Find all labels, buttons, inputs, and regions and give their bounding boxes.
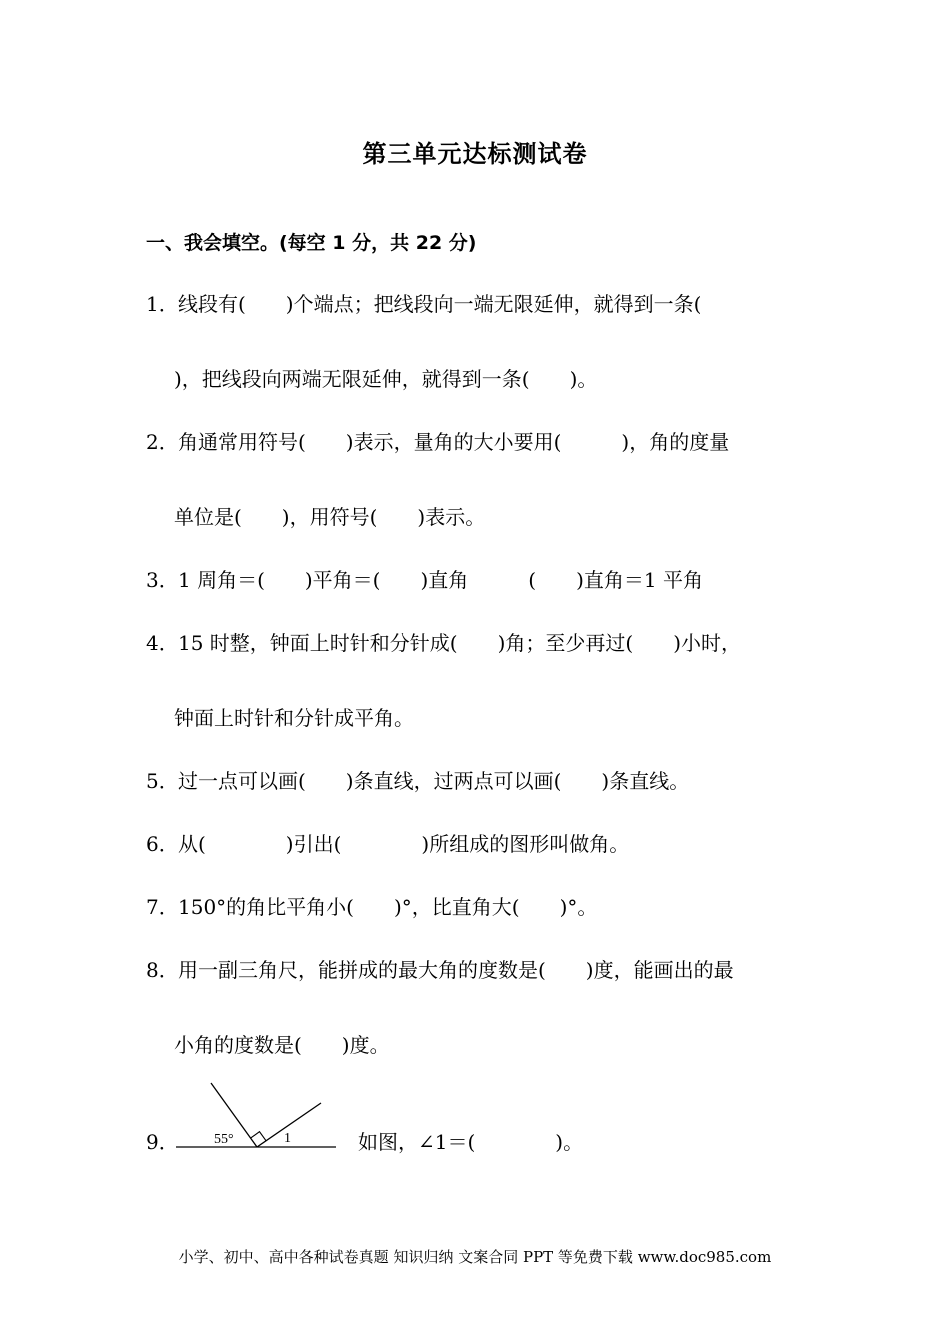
question-3 (146, 566, 703, 594)
question-9-text: 如图，∠1＝( )。 (358, 1130, 584, 1154)
question-2 (146, 428, 729, 456)
question-6 (146, 830, 629, 858)
question-number: 3． (146, 568, 179, 592)
question-number: 2． (146, 430, 179, 454)
question-number: 8． (146, 958, 179, 982)
angle-figure (168, 1078, 343, 1158)
page-title: 第三单元达标测试卷 (362, 140, 588, 168)
question-number: 4． (146, 631, 179, 655)
question-7 (146, 893, 597, 921)
question-4-continued: 钟面上时针和分针成平角。 (174, 706, 414, 730)
right-angle-mark (251, 1132, 266, 1141)
question-8 (146, 956, 734, 984)
question-text: 过一点可以画( )条直线，过两点可以画( )条直线。 (178, 769, 690, 793)
page-footer: 小学、初中、高中各种试卷真题 知识归纳 文案合同 PPT 等免费下载 www.doc985.com (178, 1248, 772, 1266)
question-number: 6． (146, 832, 179, 856)
angle-label-55: 55° (214, 1132, 234, 1147)
question-text: 线段有( )个端点；把线段向一端无限延伸，就得到一条( (178, 292, 702, 316)
question-text: 用一副三角尺，能拼成的最大角的度数是( )度，能画出的最 (178, 958, 734, 982)
question-number: 1． (146, 292, 179, 316)
question-text: 从( )引出( )所组成的图形叫做角。 (178, 832, 630, 856)
question-number: 7． (146, 895, 179, 919)
question-2-continued: 单位是( )，用符号( )表示。 (174, 505, 486, 529)
question-text: 角通常用符号( )表示，量角的大小要用( )，角的度量 (178, 430, 730, 454)
section-heading: 一、我会填空。(每空 1 分，共 22 分) (146, 232, 477, 254)
question-text: 15 时整，钟面上时针和分针成( )角；至少再过( )小时， (178, 631, 742, 655)
angle-label-1: 1 (284, 1131, 291, 1146)
question-1 (146, 290, 701, 318)
question-text: 150°的角比平角小( )°，比直角大( )°。 (178, 895, 598, 919)
question-number: 5． (146, 769, 179, 793)
question-5 (146, 767, 689, 795)
question-4 (146, 629, 741, 657)
question-1-continued: )，把线段向两端无限延伸，就得到一条( )。 (174, 367, 598, 391)
question-8-continued: 小角的度数是( )度。 (174, 1033, 390, 1057)
question-text: 1 周角＝( )平角＝( )直角 ( )直角＝1 平角 (178, 568, 703, 592)
question-9-number: 9． (146, 1130, 179, 1154)
